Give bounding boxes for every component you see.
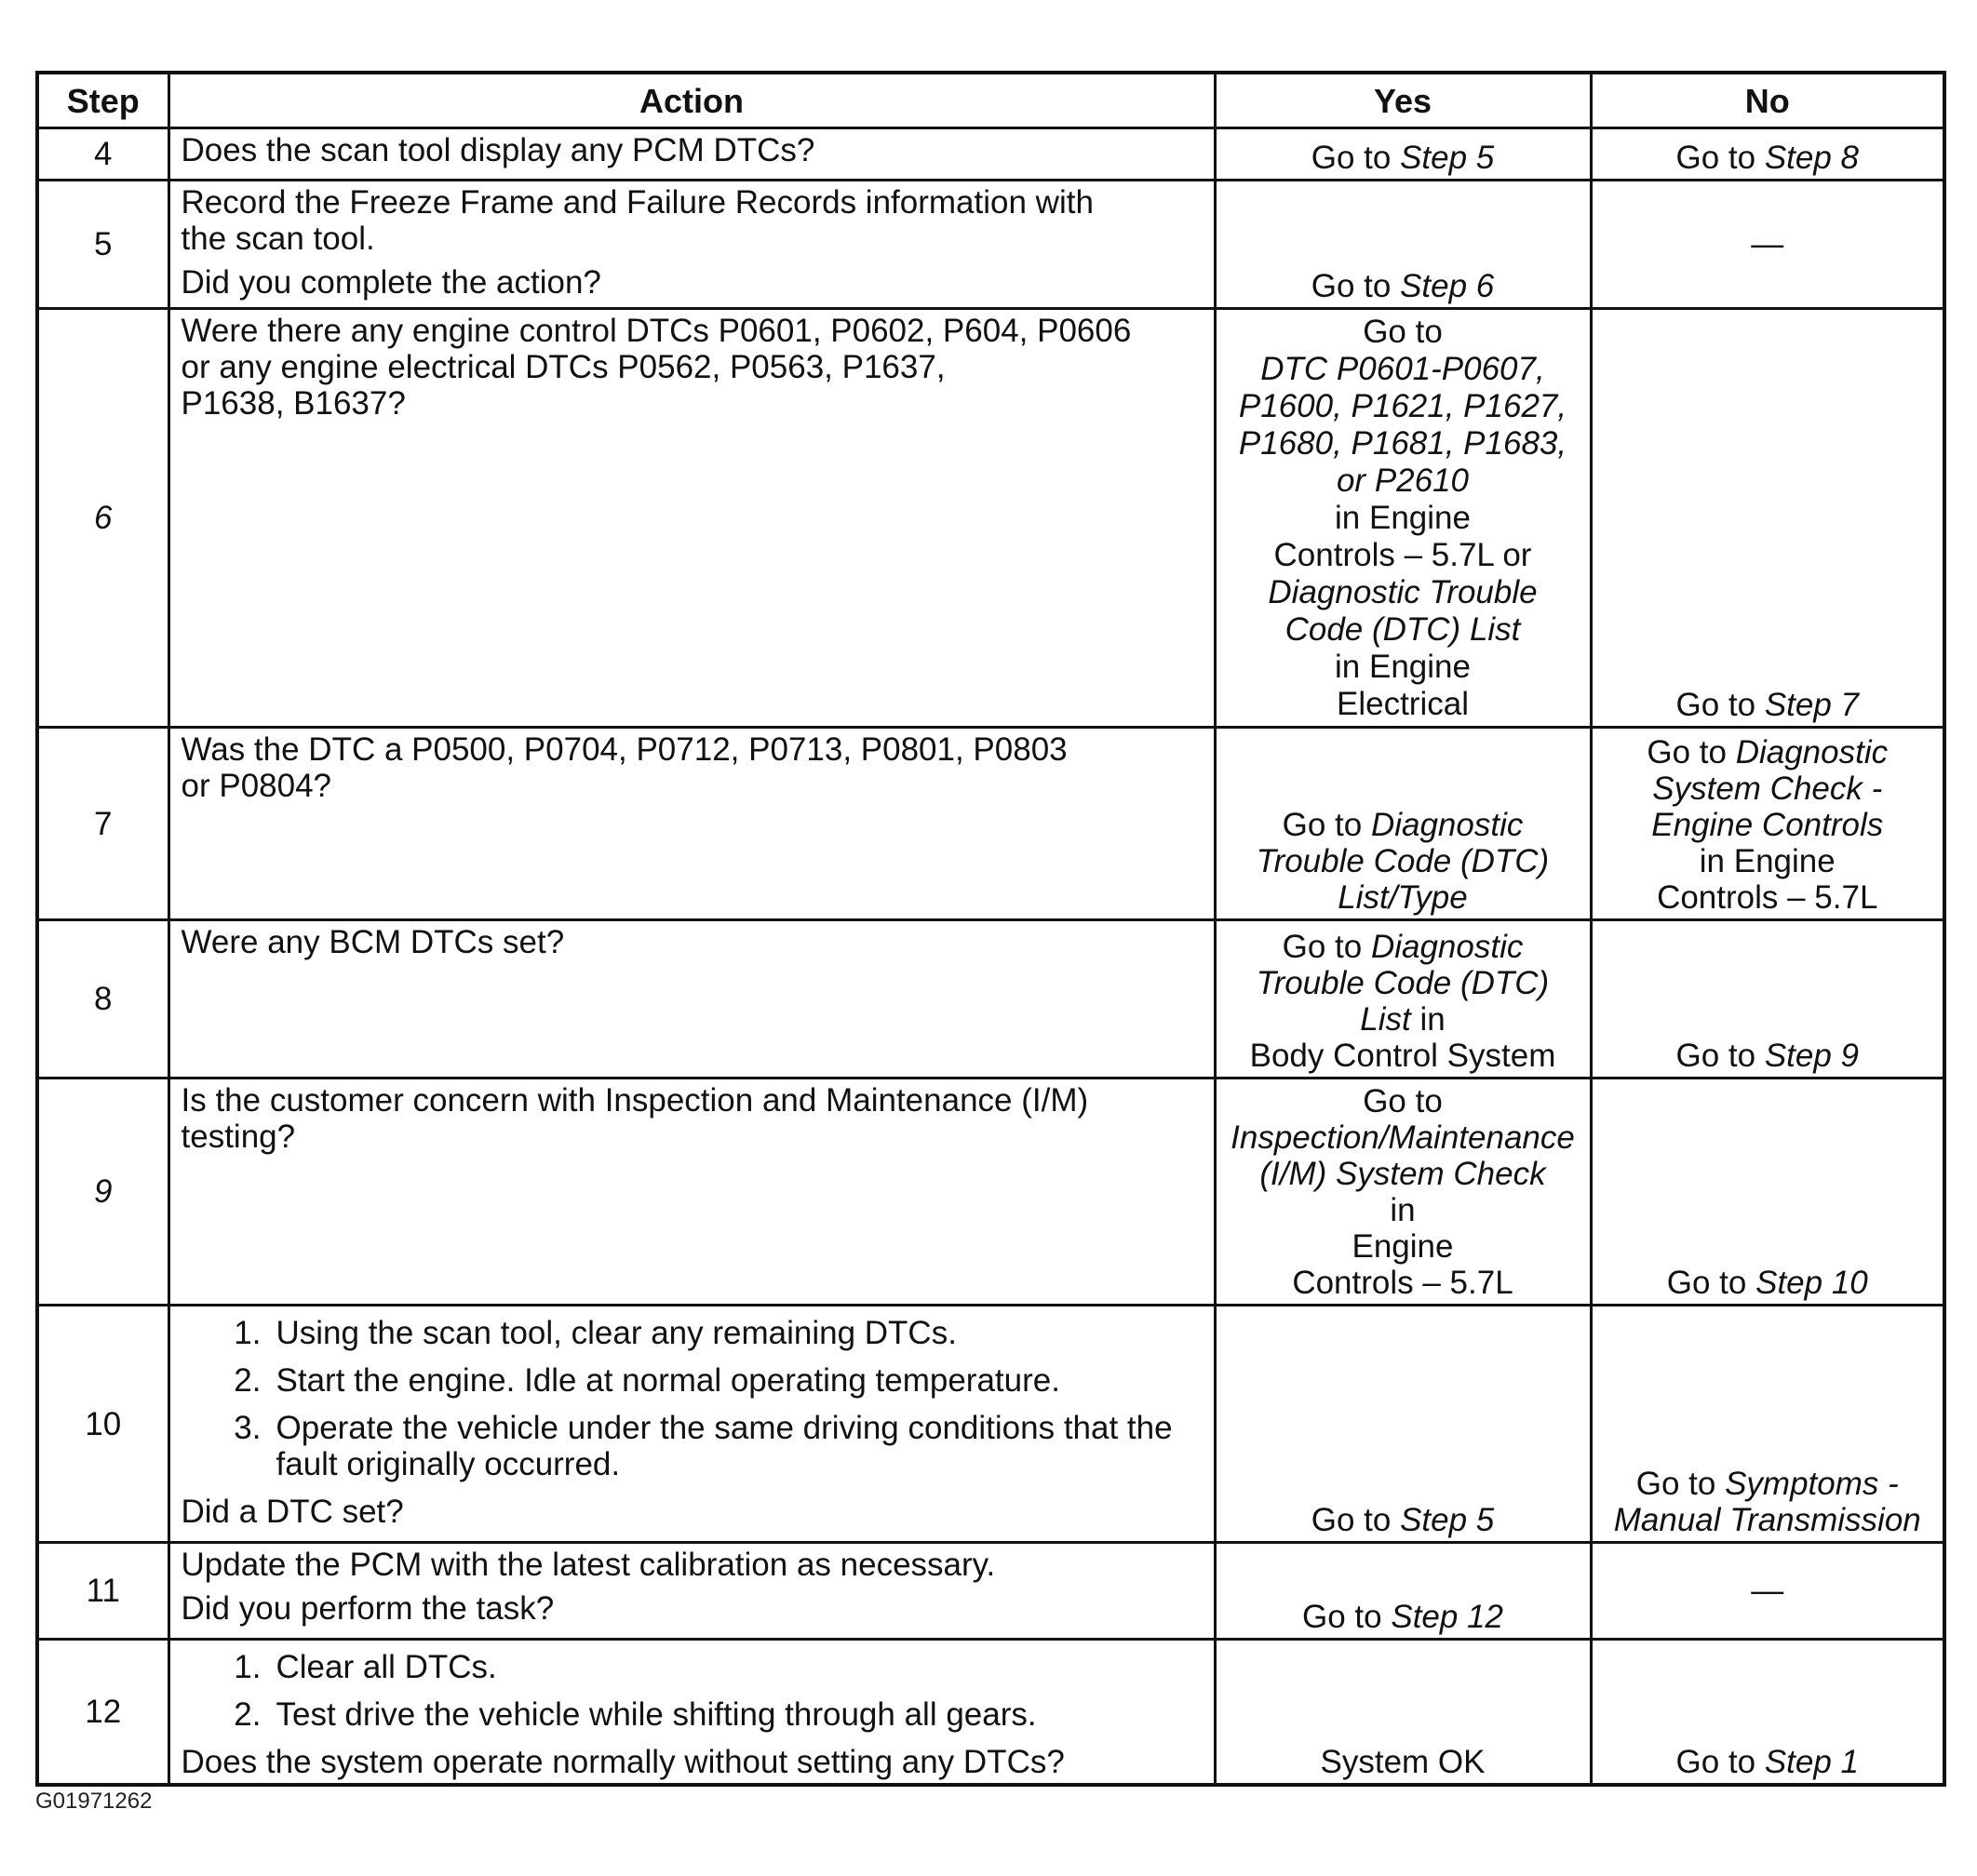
yes-cell — [1215, 128, 1591, 181]
yes-ref: List — [1360, 1001, 1411, 1038]
table-row — [37, 181, 1944, 309]
header-row — [37, 73, 1944, 128]
yes-text: Controls – 5.7L or — [1273, 537, 1532, 573]
action-text — [168, 1306, 1215, 1543]
header-step: Step — [37, 73, 168, 128]
action-line: testing? — [181, 1119, 296, 1155]
yes-cell — [1215, 1543, 1591, 1640]
no-prefix: Go to — [1675, 1038, 1756, 1074]
action-line: Were there any engine control DTCs P0601, P0602, P604, P0606 — [181, 313, 1132, 349]
yes-text: Electrical — [1337, 686, 1469, 722]
procedure-step — [182, 1410, 1203, 1482]
yes-prefix: Go to — [1363, 1083, 1443, 1119]
yes-text: in Engine — [1335, 649, 1471, 685]
yes-cell — [1215, 1306, 1591, 1543]
table-row — [37, 728, 1944, 920]
question-text: Did you perform the task? — [181, 1590, 555, 1627]
yes-ref: Step 5 — [1400, 1502, 1495, 1538]
yes-ref: Diagnostic — [1370, 807, 1524, 843]
no-cell — [1591, 309, 1944, 728]
yes-prefix: Go to — [1311, 140, 1392, 176]
yes-text: in — [1419, 1001, 1446, 1038]
no-prefix: Go to — [1675, 687, 1756, 723]
yes-ref: List/Type — [1338, 879, 1468, 916]
action-text — [168, 1640, 1215, 1786]
no-ref: Step 8 — [1764, 140, 1860, 176]
header-action: Action — [168, 73, 1215, 128]
yes-prefix: Go to — [1282, 929, 1363, 965]
yes-prefix: Go to — [1363, 314, 1443, 350]
table-row — [37, 1079, 1944, 1306]
no-prefix: Go to — [1647, 734, 1727, 770]
step-index: 2. — [234, 1362, 262, 1399]
no-prefix: Go to — [1635, 1466, 1716, 1502]
yes-ref: Step 6 — [1400, 268, 1495, 304]
yes-text: in Engine — [1335, 500, 1471, 536]
action-text — [168, 181, 1215, 309]
no-cell — [1591, 1079, 1944, 1306]
yes-ref: (I/M) System Check — [1259, 1156, 1546, 1192]
step-index: 3. — [234, 1410, 262, 1446]
step-number: 12 — [37, 1640, 168, 1786]
yes-ref: P1680, P1681, P1683, — [1238, 425, 1567, 462]
table-row — [37, 128, 1944, 181]
action-text — [168, 728, 1215, 920]
step-number: 5 — [37, 181, 168, 309]
no-cell — [1591, 920, 1944, 1079]
procedure-step — [182, 1315, 1203, 1351]
no-prefix: Go to — [1675, 1744, 1756, 1780]
no-cell — [1591, 1306, 1944, 1543]
step-number: 9 — [37, 1079, 168, 1306]
no-cell: — — [1591, 181, 1944, 309]
no-ref: Engine Controls — [1651, 807, 1884, 843]
action-text: Were any BCM DTCs set? — [168, 920, 1215, 1079]
no-cell: — — [1591, 1543, 1944, 1640]
yes-text: Engine — [1352, 1228, 1454, 1265]
question-text: Did a DTC set? — [181, 1494, 404, 1530]
step-text: Clear all DTCs. — [276, 1649, 497, 1685]
figure-id: G01971262 — [35, 1789, 153, 1814]
question-text: Did you complete the action? — [181, 264, 601, 301]
yes-text: in — [1390, 1192, 1416, 1228]
action-line: Was the DTC a P0500, P0704, P0712, P0713, P0801, P0803 — [181, 731, 1068, 768]
step-text: Start the engine. Idle at normal operating temperature. — [276, 1362, 1060, 1399]
table-row — [37, 1640, 1944, 1786]
yes-ref: Code (DTC) List — [1284, 611, 1521, 648]
no-cell — [1591, 1640, 1944, 1786]
yes-cell — [1215, 920, 1591, 1079]
action-line: or P0804? — [181, 768, 332, 804]
yes-text: Controls – 5.7L — [1292, 1265, 1513, 1301]
step-text: Test drive the vehicle while shifting through all gears. — [276, 1696, 1037, 1733]
no-text: Controls – 5.7L — [1657, 879, 1878, 916]
step-number: 11 — [37, 1543, 168, 1640]
no-text: in Engine — [1699, 843, 1836, 879]
action-line: the scan tool. — [181, 221, 375, 257]
step-number: 4 — [37, 128, 168, 181]
table-row — [37, 1543, 1944, 1640]
no-cell — [1591, 728, 1944, 920]
step-index: 2. — [234, 1696, 262, 1733]
yes-text: Body Control System — [1249, 1038, 1556, 1074]
action-text — [168, 1543, 1215, 1640]
diagnostic-table — [35, 71, 1946, 1787]
yes-ref: Step 12 — [1391, 1599, 1503, 1635]
no-ref: Step 1 — [1764, 1744, 1860, 1780]
yes-ref: Inspection/Maintenance — [1231, 1119, 1575, 1156]
procedure-list — [182, 1649, 1203, 1733]
action-text — [168, 309, 1215, 728]
header-yes: Yes — [1215, 73, 1591, 128]
yes-ref: DTC P0601-P0607, — [1260, 351, 1545, 387]
no-ref: Step 7 — [1764, 687, 1860, 723]
step-text: Using the scan tool, clear any remaining DTCs. — [276, 1315, 957, 1351]
yes-ref: Trouble Code (DTC) — [1256, 843, 1550, 879]
action-text — [168, 1079, 1215, 1306]
yes-ref: P1600, P1621, P1627, — [1238, 388, 1567, 424]
yes-prefix: Go to — [1302, 1599, 1382, 1635]
yes-cell — [1215, 1079, 1591, 1306]
step-text: Operate the vehicle under the same driving conditions that the fault originally occurred. — [276, 1410, 1173, 1482]
table-row — [37, 309, 1944, 728]
yes-cell: System OK — [1215, 1640, 1591, 1786]
no-ref: Symptoms - — [1725, 1466, 1899, 1502]
procedure-step — [182, 1696, 1203, 1733]
table-row — [37, 1306, 1944, 1543]
yes-prefix: Go to — [1311, 268, 1392, 304]
yes-ref: Diagnostic Trouble — [1268, 574, 1538, 610]
action-line: P1638, B1637? — [181, 385, 406, 422]
no-ref: Step 9 — [1764, 1038, 1860, 1074]
yes-ref: Diagnostic — [1370, 929, 1524, 965]
no-ref: Step 10 — [1755, 1265, 1868, 1301]
no-ref: Diagnostic — [1735, 734, 1889, 770]
step-number: 10 — [37, 1306, 168, 1543]
header-no: No — [1591, 73, 1944, 128]
yes-ref: Trouble Code (DTC) — [1256, 965, 1550, 1001]
yes-cell — [1215, 309, 1591, 728]
action-line: Update the PCM with the latest calibration as necessary. — [181, 1547, 996, 1583]
action-line: Is the customer concern with Inspection and Maintenance (I/M) — [181, 1082, 1089, 1119]
no-prefix: Go to — [1675, 140, 1756, 176]
step-number: 7 — [37, 728, 168, 920]
table-row — [37, 920, 1944, 1079]
no-prefix: Go to — [1666, 1265, 1747, 1301]
yes-prefix: Go to — [1311, 1502, 1392, 1538]
procedure-step — [182, 1362, 1203, 1399]
question-text: Does the system operate normally without setting any DTCs? — [181, 1744, 1065, 1780]
procedure-list — [182, 1315, 1203, 1482]
action-line: or any engine electrical DTCs P0562, P0563, P1637, — [181, 349, 946, 385]
no-ref: System Check - — [1652, 770, 1883, 807]
action-line: Record the Freeze Frame and Failure Records information with — [181, 184, 1094, 221]
yes-cell — [1215, 181, 1591, 309]
yes-ref: or P2610 — [1336, 462, 1470, 499]
action-text: Does the scan tool display any PCM DTCs? — [168, 128, 1215, 181]
step-index: 1. — [234, 1649, 262, 1685]
step-number: 8 — [37, 920, 168, 1079]
yes-ref: Step 5 — [1400, 140, 1495, 176]
procedure-step — [182, 1649, 1203, 1685]
no-ref: Manual Transmission — [1613, 1502, 1921, 1538]
step-number: 6 — [37, 309, 168, 728]
yes-prefix: Go to — [1282, 807, 1363, 843]
no-cell — [1591, 128, 1944, 181]
yes-cell — [1215, 728, 1591, 920]
step-index: 1. — [234, 1315, 262, 1351]
